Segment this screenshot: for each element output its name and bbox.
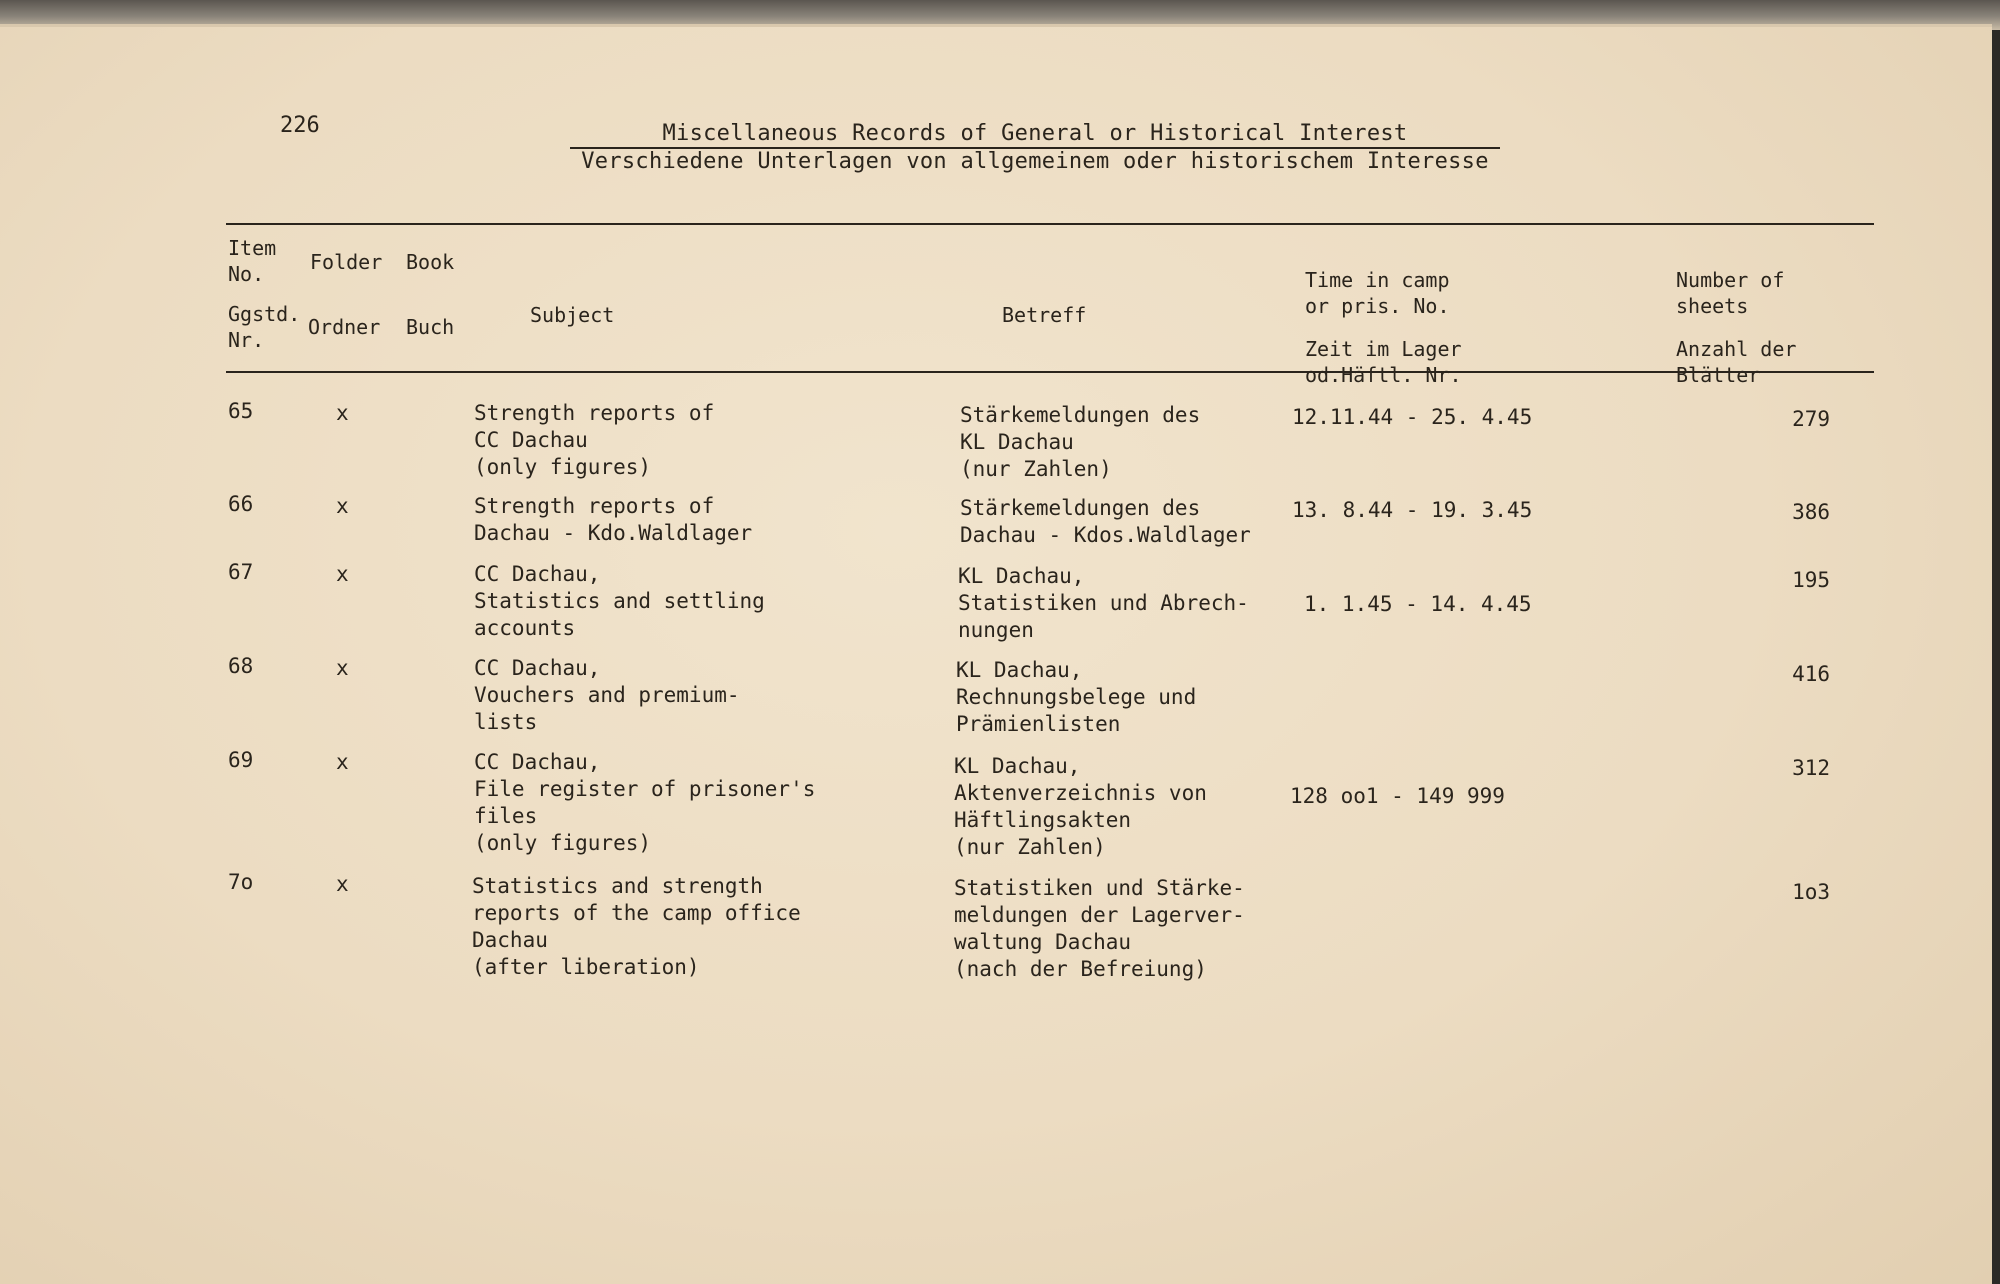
header-book-de: Buch bbox=[406, 315, 455, 339]
row-68-item: 68 bbox=[228, 654, 254, 678]
row-69-sheets: 312 bbox=[1792, 756, 1830, 780]
page-number: 226 bbox=[280, 113, 320, 138]
table-header-rule bbox=[226, 371, 1874, 373]
row-66-betreff: Stärkemeldungen des Dachau - Kdos.Waldlager bbox=[960, 496, 1251, 547]
row-66-item: 66 bbox=[228, 492, 254, 516]
row-69-subject: CC Dachau, File register of prisoner's files (only figures) bbox=[474, 750, 816, 855]
row-67-time: 1. 1.45 - 14. 4.45 bbox=[1304, 592, 1532, 616]
header-number-of-sheets: Number of sheets bbox=[1676, 268, 1785, 318]
row-69-item: 69 bbox=[228, 748, 254, 772]
header-number-of-sheets-de: Anzahl der Blätter bbox=[1676, 337, 1797, 387]
row-67-folder-mark: x bbox=[336, 562, 349, 586]
row-65-sheets: 279 bbox=[1792, 407, 1830, 431]
row-65-subject: Strength reports of CC Dachau (only figures) bbox=[474, 401, 715, 479]
row-65-folder-mark: x bbox=[336, 401, 349, 425]
row-68-folder-mark: x bbox=[336, 656, 349, 680]
row-69-betreff: KL Dachau, Aktenverzeichnis von Häftlingsakten (nur Zahlen) bbox=[954, 754, 1207, 859]
header-folder: Folder bbox=[310, 250, 383, 274]
row-66-time: 13. 8.44 - 19. 3.45 bbox=[1292, 498, 1533, 522]
header-item-no: Item No. bbox=[228, 236, 277, 286]
row-69-folder-mark: x bbox=[336, 750, 349, 774]
row-65-time: 12.11.44 - 25. 4.45 bbox=[1292, 405, 1533, 429]
row-67-sheets: 195 bbox=[1792, 568, 1830, 592]
row-66-sheets: 386 bbox=[1792, 500, 1830, 524]
page-title-german: Verschiedene Unterlagen von allgemeinem oder historischem Interesse bbox=[581, 149, 1489, 174]
header-folder-de: Ordner bbox=[308, 315, 381, 339]
row-70-folder-mark: x bbox=[336, 872, 349, 896]
header-betreff: Betreff bbox=[1002, 303, 1087, 327]
header-item-no-de: Ggstd. Nr. bbox=[228, 302, 301, 352]
row-68-subject: CC Dachau, Vouchers and premium- lists bbox=[474, 656, 740, 734]
row-67-subject: CC Dachau, Statistics and settling accounts bbox=[474, 562, 765, 640]
header-book: Book bbox=[406, 250, 455, 274]
row-70-subject: Statistics and strength reports of the camp office Dachau (after liberation) bbox=[472, 874, 801, 979]
row-70-item: 7o bbox=[228, 870, 254, 894]
header-time-in-camp: Time in camp or pris. No. bbox=[1305, 268, 1450, 318]
document-page bbox=[0, 24, 1992, 1284]
page-title-english: Miscellaneous Records of General or Historical Interest bbox=[570, 121, 1500, 149]
table-top-rule bbox=[226, 223, 1874, 225]
row-68-betreff: KL Dachau, Rechnungsbelege und Prämienlisten bbox=[956, 658, 1197, 736]
row-66-subject: Strength reports of Dachau - Kdo.Waldlager bbox=[474, 494, 753, 545]
row-69-time: 128 oo1 - 149 999 bbox=[1290, 784, 1505, 808]
header-subject: Subject bbox=[530, 303, 615, 327]
row-70-sheets: 1o3 bbox=[1792, 880, 1830, 904]
header-time-in-camp-de: Zeit im Lager od.Häftl. Nr. bbox=[1305, 337, 1462, 387]
row-65-betreff: Stärkemeldungen des KL Dachau (nur Zahlen) bbox=[960, 403, 1201, 481]
row-66-folder-mark: x bbox=[336, 494, 349, 518]
row-68-sheets: 416 bbox=[1792, 662, 1830, 686]
row-67-betreff: KL Dachau, Statistiken und Abrech- nungen bbox=[958, 564, 1249, 642]
row-65-item: 65 bbox=[228, 399, 254, 423]
row-70-betreff: Statistiken und Stärke- meldungen der Lagerver- waltung Dachau (nach der Befreiung) bbox=[954, 876, 1245, 981]
row-67-item: 67 bbox=[228, 560, 254, 584]
